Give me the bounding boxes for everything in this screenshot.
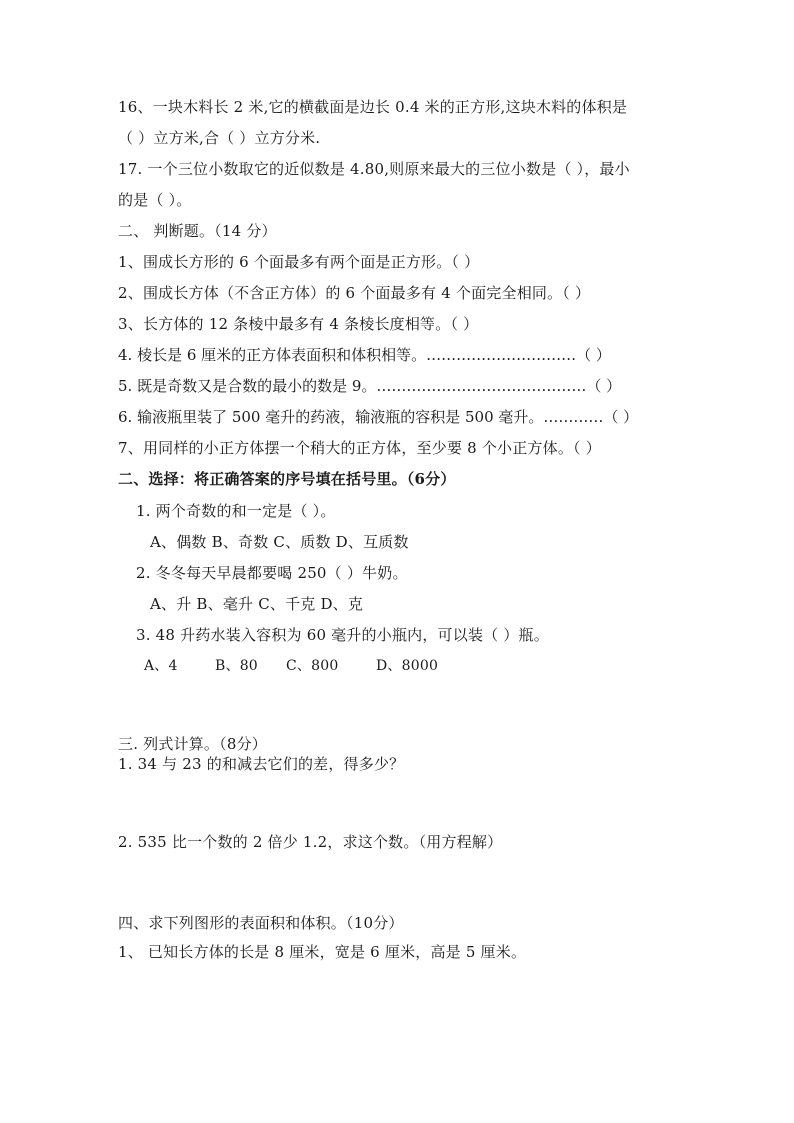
q17-line-2: 的是（ ）。 [118,191,192,209]
choice-q3-option-a: A、4 [144,658,178,674]
area-heading: 四、求下列图形的表面积和体积。（10分） [118,914,404,932]
calc-q2: 2. 535 比一个数的 2 倍少 1.2，求这个数。（用方程解） [118,833,503,851]
judge-item-6: 6. 输液瓶里装了 500 毫升的药液，输液瓶的容积是 500 毫升。…………（ ） [118,408,639,426]
q16-line-2: （ ）立方米,合（ ）立方分米. [118,129,321,147]
choice-q2: 2. 冬冬每天早晨都要喝 250（ ）牛奶。 [136,564,408,582]
choice-q3: 3. 48 升药水装入容积为 60 毫升的小瓶内，可以装（ ）瓶。 [136,626,549,644]
q17-line-1: 17. 一个三位小数取它的近似数是 4.80,则原来最大的三位小数是（ ），最小 [118,160,630,178]
choice-heading: 二、选择：将正确答案的序号填在括号里。（6分） [118,470,456,488]
area-q1: 1、 已知长方体的长是 8 厘米，宽是 6 厘米，高是 5 厘米。 [118,943,527,961]
judge-item-3: 3、长方体的 12 条棱中最多有 4 条棱长度相等。（ ） [118,315,479,333]
calc-q1: 1. 34 与 23 的和减去它们的差，得多少？ [118,755,405,773]
judge-heading: 二、 判断题。（14 分） [118,222,277,240]
choice-q3-option-b: B、80 [215,658,258,674]
judge-item-5: 5. 既是奇数又是合数的最小的数是 9。……………………………………（ ） [118,377,622,395]
judge-item-2: 2、围成长方体（不含正方体）的 6 个面最多有 4 个面完全相同。（ ） [118,284,591,302]
judge-item-7: 7、用同样的小正方体摆一个稍大的正方体，至少要 8 个小正方体。（ ） [118,439,601,457]
choice-q3-option-d: D、8000 [376,658,439,674]
choice-q1: 1. 两个奇数的和一定是（ ）。 [136,502,336,520]
choice-q3-option-c: C、800 [286,658,339,674]
choice-q1-options: A、偶数 B、奇数 C、质数 D、互质数 [150,533,409,551]
judge-item-1: 1、围成长方形的 6 个面最多有两个面是正方形。（ ） [118,253,480,271]
judge-item-4: 4. 棱长是 6 厘米的正方体表面积和体积相等。…………………………（ ） [118,346,611,364]
choice-q2-options: A、升 B、毫升 C、千克 D、克 [150,595,364,613]
calc-heading: 三. 列式计算。（8分） [118,735,267,753]
q16-line-1: 16、一块木料长 2 米,它的横截面是边长 0.4 米的正方形,这块木料的体积是 [118,98,628,116]
